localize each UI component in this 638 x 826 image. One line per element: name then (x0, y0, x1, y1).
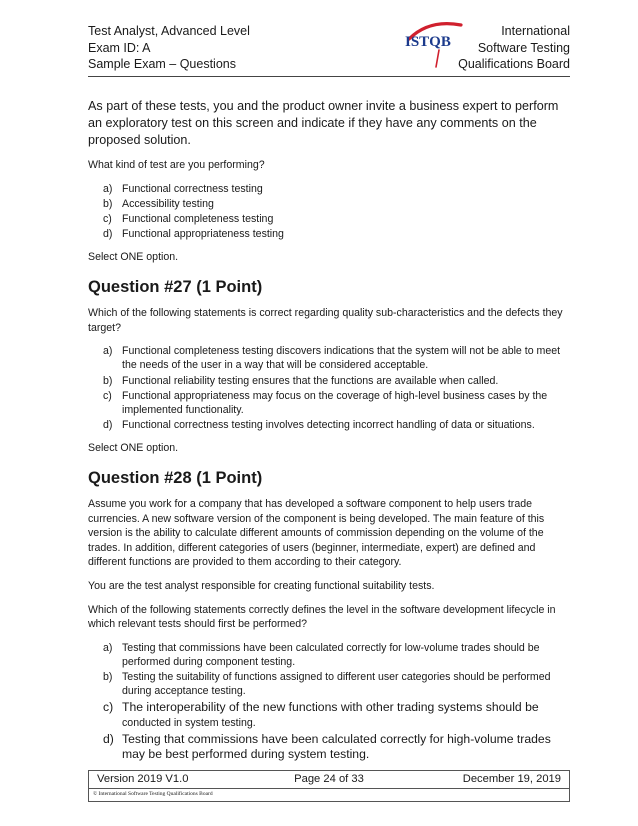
option-marker: b) (103, 671, 113, 684)
page-content (88, 98, 570, 771)
q26-option-d (88, 227, 570, 241)
q27-stem: Which of the following statements is correct regarding quality sub-characteristics and the defects they target? (88, 307, 563, 334)
q27-option-a (88, 344, 570, 372)
option-marker: c) (103, 389, 112, 402)
option-marker: b) (103, 197, 113, 210)
option-marker: c) (103, 213, 112, 225)
istqb-logo-icon (403, 17, 463, 73)
q28-option-d (88, 732, 570, 762)
q26-stem: What kind of test are you performing? (88, 159, 265, 171)
footer-date: December 19, 2019 (462, 773, 561, 785)
q26-option-b (88, 197, 570, 211)
option-marker: d) (103, 731, 114, 746)
option-text: Functional appropriateness may focus on the coverage of high-level business cases by the implemented functionality. (122, 389, 548, 416)
option-text: Testing that commissions have been calculated correctly for low-volume trades should be performed during component testing. (122, 641, 540, 668)
option-marker: c) (103, 699, 114, 714)
option-text: Functional appropriateness testing (122, 228, 284, 241)
q28-stem: Which of the following statements correctly defines the level in the software development lifecycle in which relevant tests should first be performed? (88, 603, 556, 631)
footer-page-number: Page 24 of 33 (294, 773, 364, 785)
q28-option-b (88, 670, 570, 698)
header-exam-id: Exam ID: A (88, 40, 151, 55)
header-left (88, 23, 250, 73)
page-footer (88, 770, 570, 802)
option-text: Functional reliability testing ensures that the functions are available when called. (122, 374, 499, 387)
q28-options (88, 641, 570, 762)
q26-options (88, 182, 570, 242)
option-marker: a) (103, 641, 113, 654)
option-text: Functional correctness testing involves detecting incorrect handling of data or situations. (122, 419, 535, 432)
option-marker: b) (103, 374, 113, 387)
option-text: The interoperability of the new functions with other trading systems should be (122, 699, 539, 714)
option-marker: a) (103, 345, 113, 358)
option-text: Functional completeness testing (122, 213, 274, 225)
q28-role: You are the test analyst responsible for creating functional suitability tests. (88, 579, 435, 592)
q26-select-instruction: Select ONE option. (88, 251, 179, 264)
option-marker: d) (103, 228, 113, 241)
option-text-continued: conducted in system testing. (122, 716, 256, 729)
q28-option-a (88, 641, 570, 669)
q27-option-c (88, 389, 570, 417)
option-text: Testing that commissions have been calculated correctly for high-volume trades may be best performed during system testing. (122, 731, 551, 761)
option-text: Testing the suitability of functions assigned to different user categories should be performed during acceptance testing. (122, 671, 551, 698)
header-org-line-1: International (501, 24, 570, 38)
q27-heading: Question #27 (1 Point) (88, 278, 263, 296)
q27-option-d (88, 418, 570, 432)
page-header (88, 23, 570, 75)
footer-copyright: © International Software Testing Qualifications Board (93, 791, 213, 797)
header-divider (88, 76, 570, 77)
option-text: Functional completeness testing discovers indications that the system will not be able to meet the needs of the user in a way that will be considered acceptable. (122, 345, 561, 372)
footer-version: Version 2019 V1.0 (97, 773, 189, 785)
footer-row (89, 771, 569, 789)
option-marker: a) (103, 182, 113, 195)
q28-scenario: Assume you work for a company that has developed a software component to help users trade currencies. A new software version of the component is being developed. The main feature of this version is the ability to calculate different amounts of commission depending on the volume of the trades. In addition, different categories of users (beginner, intermediate, expert) are defined and different functions are provided to them according to their category. (88, 498, 545, 569)
q28-option-c (88, 700, 570, 731)
q28-heading: Question #28 (1 Point) (88, 469, 263, 487)
q26-option-a (88, 182, 570, 196)
istqb-logo (403, 17, 463, 73)
option-text: Accessibility testing (122, 197, 214, 210)
header-org-line-3: Qualifications Board (458, 57, 570, 71)
q27-option-b (88, 374, 570, 388)
option-text: Functional correctness testing (122, 182, 263, 195)
header-title: Test Analyst, Advanced Level (88, 24, 250, 38)
q26-option-c (88, 212, 570, 226)
scenario-intro: As part of these tests, you and the product owner invite a business expert to perform an exploratory test on this screen and indicate if they have any comments on the proposed solution. (88, 99, 559, 147)
header-right (458, 23, 570, 73)
q27-options (88, 344, 570, 432)
logo-text: ISTQB (405, 34, 451, 50)
header-org-line-2: Software Testing (477, 40, 570, 55)
header-subtitle: Sample Exam – Questions (88, 57, 236, 71)
option-marker: d) (103, 419, 113, 432)
q27-select-instruction: Select ONE option. (88, 442, 179, 455)
